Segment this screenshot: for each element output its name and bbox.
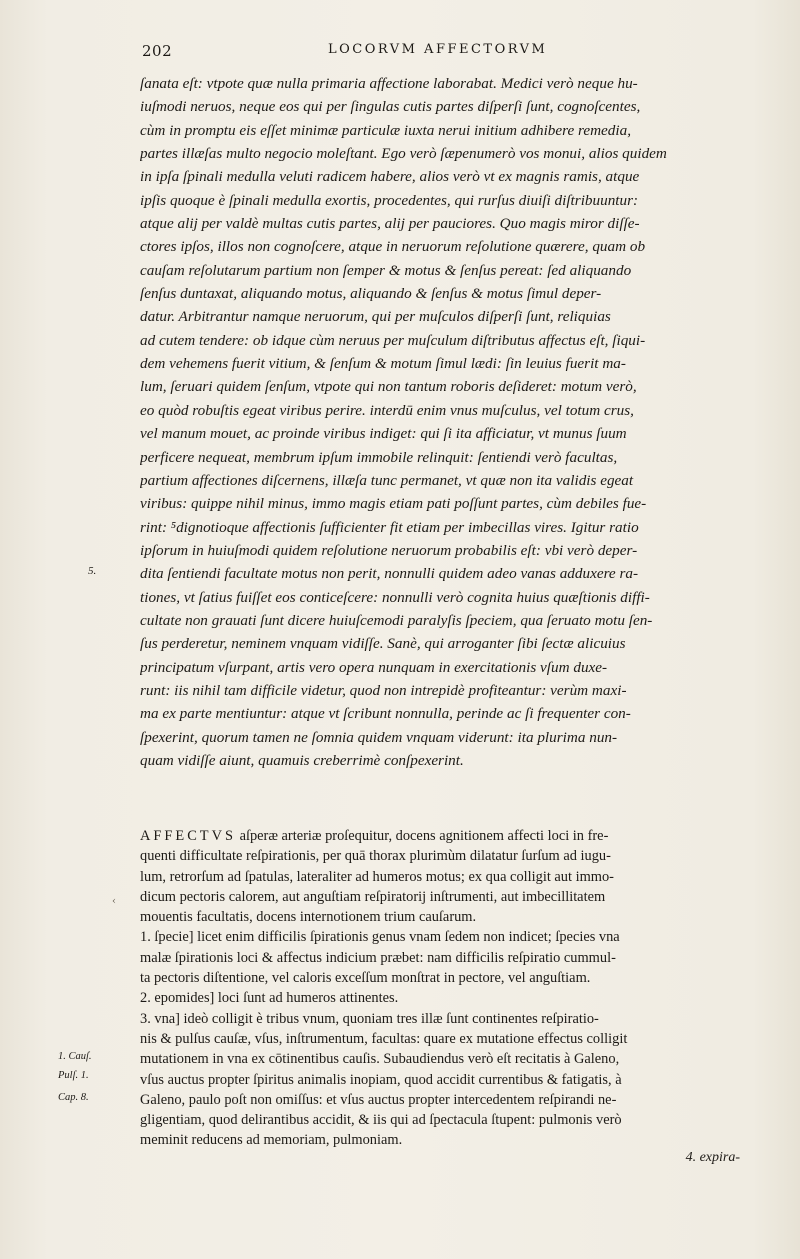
text-line: ad cutem tendere: ob idque cùm neruus per muſculum diſtributus affectus eſt, ſiqui- bbox=[140, 331, 646, 349]
text-line: rint: ⁵dignotioque affectionis ſufficienter fit etiam per imbecillas vires. Igitur ratio bbox=[140, 518, 639, 536]
text-line: atque alij per valdè multas cutis partes, alij per pauciores. Quo magis miror diſſe- bbox=[140, 215, 640, 233]
commentary-line: nis & pulſus cauſæ, vſus, inſtrumentum, facultas: quare ex mutatione effectus colligit bbox=[140, 1030, 628, 1047]
running-head: LOCORVM AFFECTORVM bbox=[328, 42, 548, 57]
margin-tick-mark: ‹ bbox=[112, 896, 116, 907]
text-line: dita ſentiendi facultate motus non perit, nonnulli quidem adeo vanas adduxere ra- bbox=[140, 565, 639, 583]
text-line: ipſorum in huiuſmodi quidem reſolutione neruorum probabilis eſt: vbi verò deper- bbox=[140, 541, 638, 559]
text-line: in ipſa ſpinali medulla veluti radicem habere, alios verò vt ex magnis ramis, atque bbox=[140, 168, 640, 186]
commentary-line: 1. ſpecie] licet enim difficilis ſpirationis genus vnam ſedem non indicet; ſpecies vna bbox=[140, 929, 620, 946]
text-line: quam vidiſſe aiunt, quamuis creberrimè conſpexerint. bbox=[140, 751, 464, 769]
commentary-line: lum, retrorſum ad ſpatulas, lateraliter ad humeros motus; ex qua colligit aut immo- bbox=[140, 868, 614, 885]
commentary-line: meminit reducens ad memoriam, pulmoniam. bbox=[140, 1132, 403, 1149]
text-line: vel manum mouet, ac proinde viribus indiget: qui ſi ita afficiatur, vt munus ſuum bbox=[140, 425, 627, 443]
text-line: ipſis quoque è ſpinali medulla exortis, procedentes, qui rurſus diuiſi diſtribuuntur: bbox=[140, 191, 639, 209]
commentary-line: mutationem in vna ex cōtinentibus cauſis. Subaudiendus verò eſt recitatis à Galeno, bbox=[140, 1051, 620, 1068]
commentary-lead-word: AFFECTVS bbox=[140, 828, 236, 844]
catchword: 4. expira- bbox=[685, 1150, 740, 1165]
text-line: partium affectiones diſcernens, illæſa tunc permanet, vt quæ non ita validis egeat bbox=[140, 471, 634, 489]
text-line: perficere nequeat, membrum ipſum immobile relinquit: ſentiendi verò facultas, bbox=[140, 448, 618, 466]
text-line: ma ex parte mentiuntur: atque vt ſcribunt nonnulla, perinde ac ſi frequenter con- bbox=[140, 705, 631, 723]
text-line: principatum vſurpant, artis vero opera nunquam in exercitationis vſum duxe- bbox=[140, 658, 608, 676]
commentary-line: AFFECTVS aſperæ arteriæ proſequitur, docens agnitionem affecti loci in fre- bbox=[140, 828, 609, 844]
text-line: ſenſus duntaxat, aliquando motus, aliquando & ſenſus & motus ſimul deper- bbox=[140, 285, 602, 303]
text-line: cùm in promptu eis eſſet minimæ particulæ iuxta nerui initium adhibere remedia, bbox=[140, 121, 632, 139]
marginal-citation: Pulſ. 1. bbox=[58, 1070, 89, 1081]
text-line: dem vehemens fuerit vitium, & ſenſum & motum ſimul lædi: ſin leuius fuerit ma- bbox=[140, 355, 626, 373]
page-number: 202 bbox=[142, 42, 173, 60]
text-line: viribus: quippe nihil minus, immo magis etiam pati poſſunt partes, cùm debiles fue- bbox=[140, 495, 647, 513]
commentary-line: 2. epomides] loci ſunt ad humeros attinentes. bbox=[140, 990, 399, 1007]
marginal-citation: Cap. 8. bbox=[58, 1092, 89, 1103]
commentary-line: quenti difficultate reſpirationis, per quā thorax plurimùm dilatatur ſurſum ad iugu- bbox=[140, 848, 611, 865]
text-line: ctores ipſos, illos non cognoſcere, atque in neruorum reſolutione quærere, quam ob bbox=[140, 238, 646, 256]
commentary-line: vſus auctus propter ſpiritus animalis inopiam, quod accidit currentibus & fatigatis, à bbox=[140, 1071, 622, 1088]
text-line: ſanata eſt: vtpote quæ nulla primaria affectione laborabat. Medici verò neque hu- bbox=[140, 75, 638, 92]
marginal-citation: 1. Cauſ. bbox=[58, 1051, 92, 1062]
text-line: ſpexerint, quorum tamen ne ſomnia quidem vnquam viderunt: ita plurima nun- bbox=[140, 728, 618, 746]
commentary-line: dicum pectoris calorem, aut anguſtiam reſpiratorij inſtrumenti, aut imbecillitatem bbox=[140, 888, 606, 905]
commentary-line: 3. vna] ideò colligit è tribus vnum, quoniam tres illæ ſunt continentes reſpiratio- bbox=[140, 1010, 599, 1027]
text-line: eo quòd robuſtis egeat viribus perire. interdū enim vnus muſculus, vel totum crus, bbox=[140, 401, 634, 419]
commentary-block bbox=[140, 826, 744, 1151]
text-line: partes illæſas multo negocio moleſtant. Ego verò ſæpenumerò vos monui, alios quidem bbox=[140, 145, 667, 163]
main-text-block bbox=[140, 72, 744, 772]
commentary-line: gligentiam, quod delirantibus accidit, & iis qui ad ſpectacula ſtupent: pulmonis verò bbox=[140, 1112, 622, 1129]
margin-reference-mark: 5. bbox=[88, 565, 97, 577]
text-line: tiones, vt ſatius fuiſſet eos conticeſcere: nonnulli verò cognita huius quæſtionis diffi- bbox=[140, 588, 650, 606]
text-line: lum, ſeruari quidem ſenſum, vtpote qui non tantum roboris deſideret: motum verò, bbox=[140, 378, 637, 396]
text-line: runt: iis nihil tam difficile videtur, quod non intrepidè profiteantur: verùm maxi- bbox=[140, 681, 627, 699]
text-line: datur. Arbitrantur namque neruorum, qui per muſculos diſperſi ſunt, reliquias bbox=[140, 308, 611, 326]
commentary-line: ta pectoris diſtentione, vel caloris exceſſum monſtrat in pectore, vel anguſtiam. bbox=[140, 970, 591, 987]
text-line: ſus perderetur, neminem vnquam vidiſſe. Sanè, qui arroganter ſibi ſectæ alicuius bbox=[140, 635, 626, 653]
text-line: iuſmodi neruos, neque eos qui per ſingulas cutis partes diſperſi ſunt, cognoſcentes, bbox=[140, 98, 641, 116]
commentary-line: mouentis facultatis, docens internotionem trium cauſarum. bbox=[140, 909, 477, 926]
text-line: cultate non grauati ſunt dicere huiuſcemodi paralyſis ſpeciem, qua ſeruato motu ſen- bbox=[140, 611, 653, 629]
commentary-line: malæ ſpirationis loci & affectus indicium præbet: nam difficilis reſpiratio cummul- bbox=[140, 949, 616, 966]
commentary-line: Galeno, paulo poſt non omiſſus: et vſus auctus propter intercedentem reſpirandi ne- bbox=[140, 1091, 617, 1108]
text-line: cauſam reſolutarum partium non ſemper & motus & ſenſus pereat: ſed aliquando bbox=[140, 261, 632, 279]
